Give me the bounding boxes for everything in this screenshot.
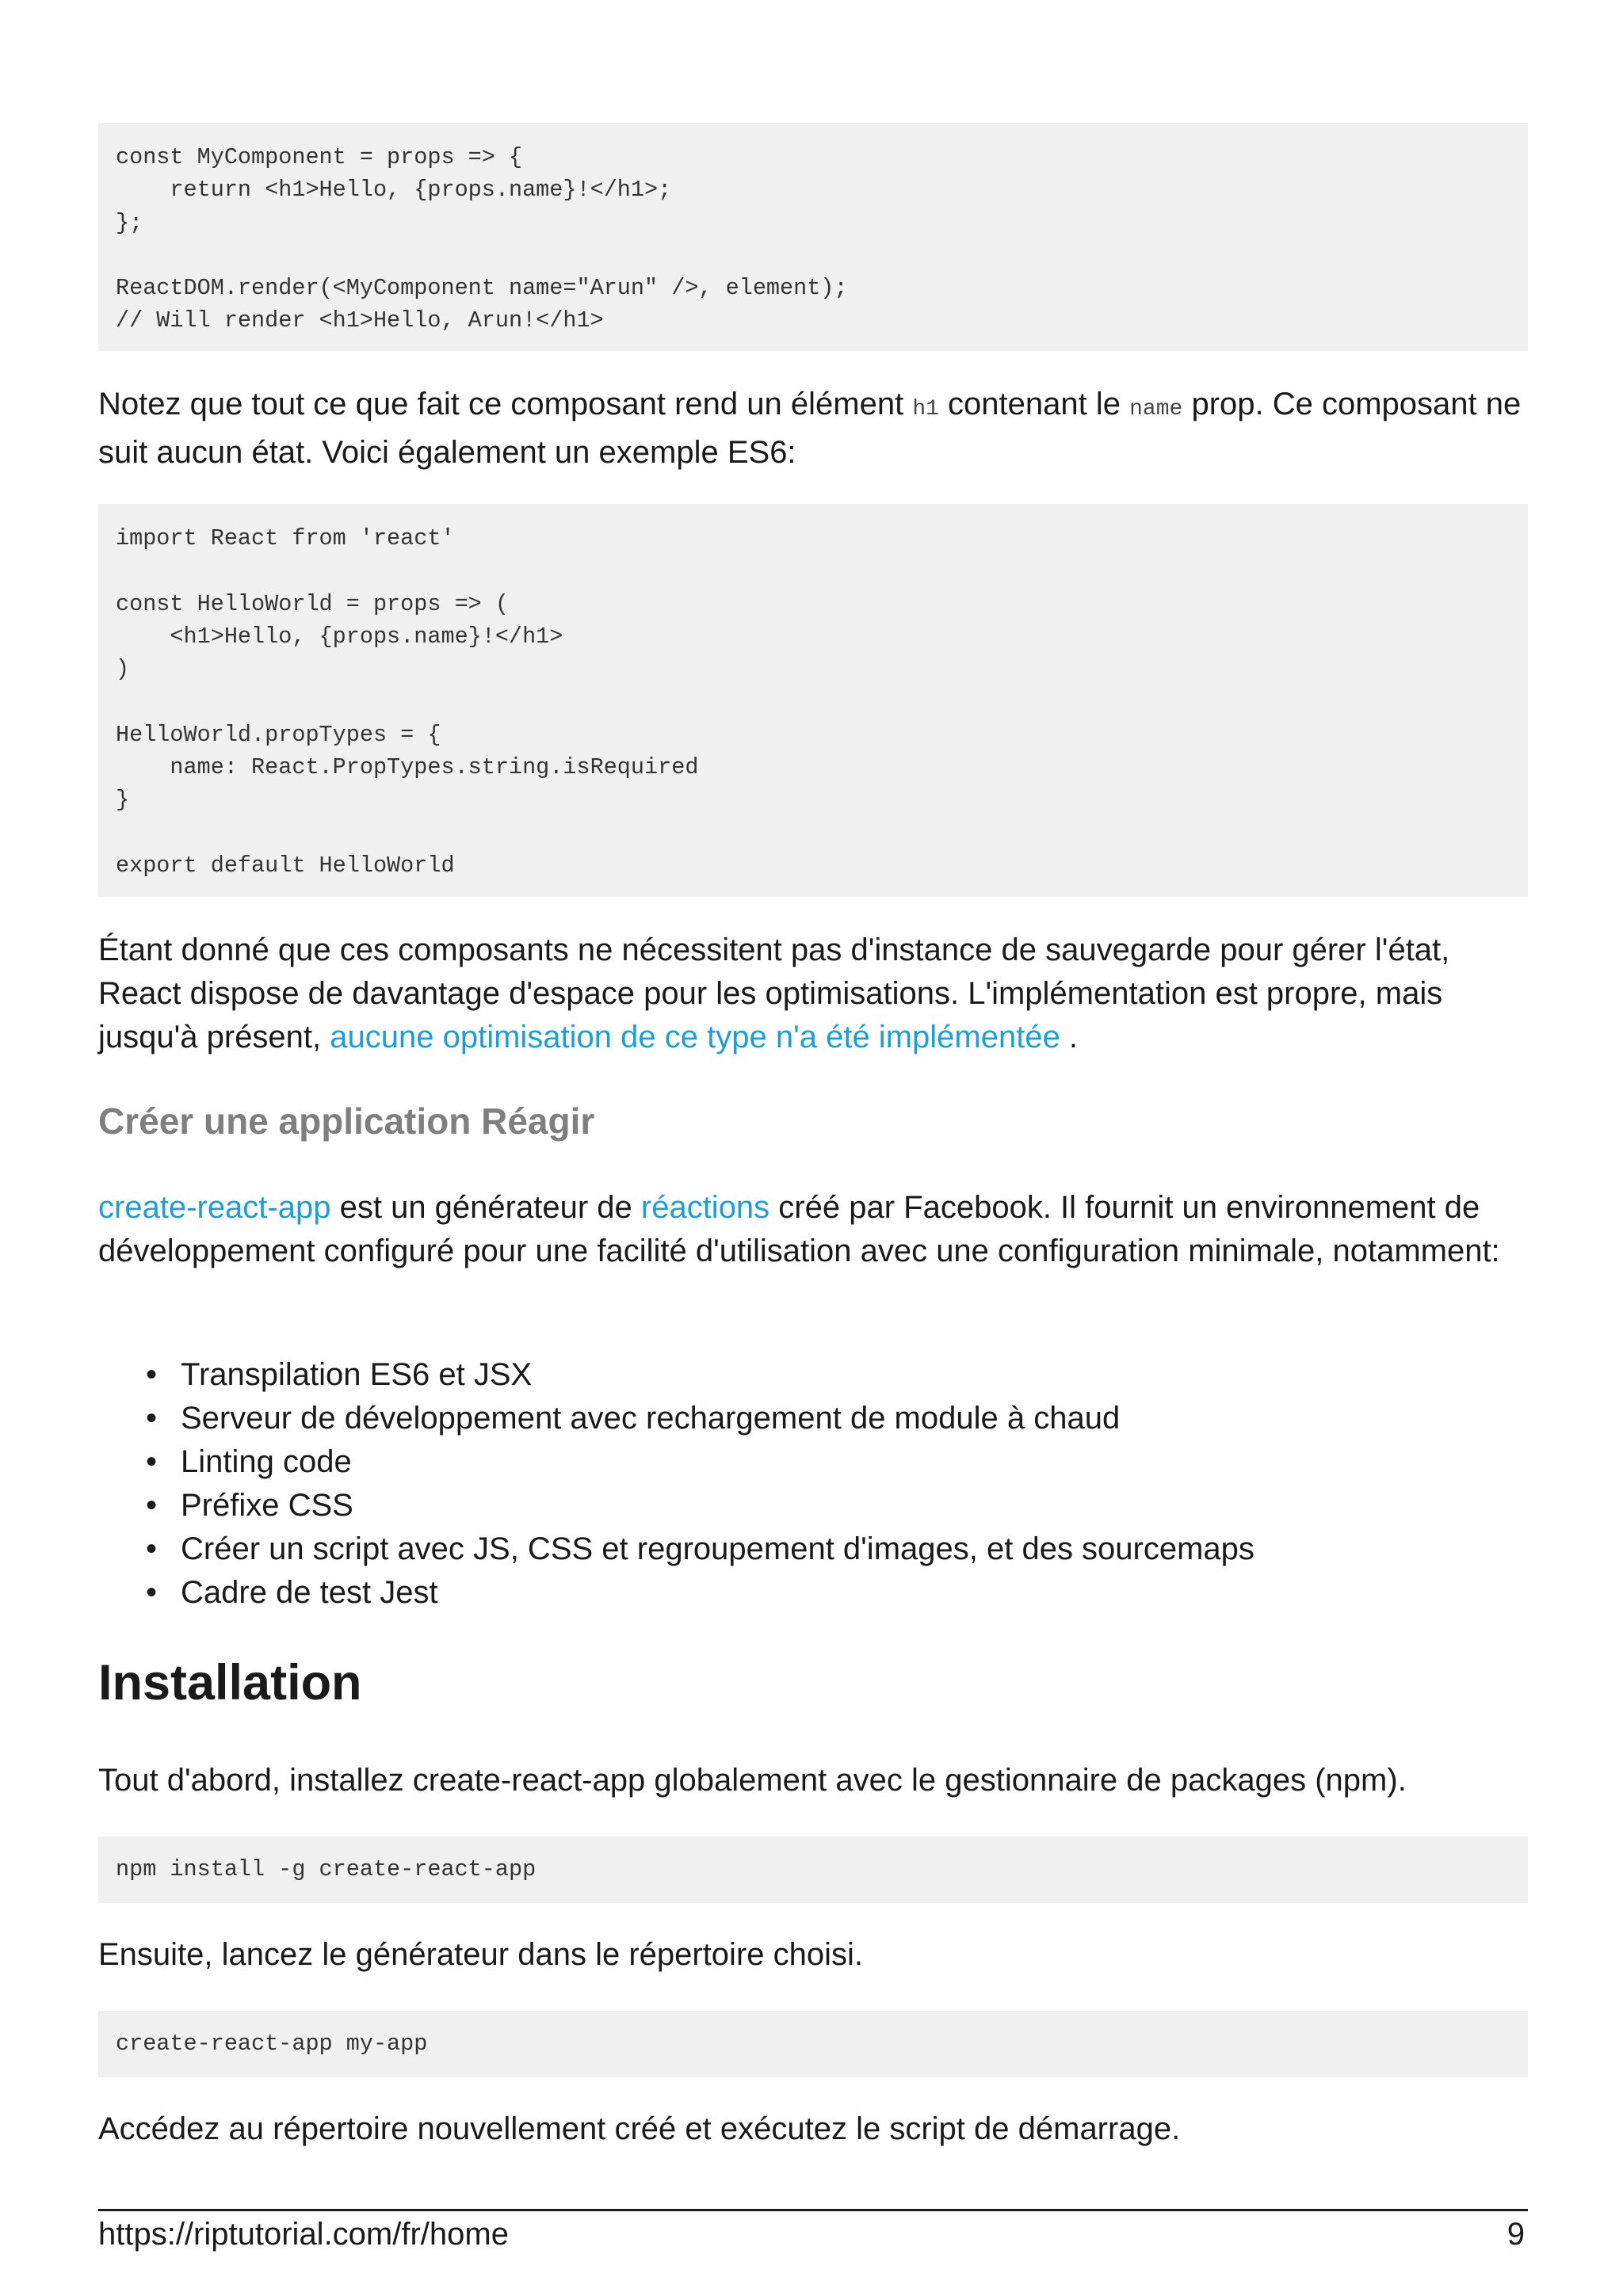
list-item: • Créer un script avec JS, CSS et regroupement d'images, et des sourcemaps	[98, 1527, 1254, 1571]
bullet-icon: •	[146, 1401, 158, 1436]
code-block-npm-install: npm install -g create-react-app	[98, 1836, 1528, 1903]
feature-list	[98, 1353, 1254, 1615]
paragraph-stateless-note	[98, 383, 1528, 475]
paragraph-text: Étant donné que ces composants ne nécessitent pas d'instance de sauvegarde pour gérer l'état, React dispose de davantage d'espace pour les optimisations. L'implémentation est propre, mais jusqu'à présent,	[98, 933, 1450, 1055]
paragraph-text: prop. Ce composant ne suit aucun état. Voici également un exemple ES6:	[98, 387, 1522, 470]
create-react-app-link[interactable]: create-react-app	[98, 1190, 331, 1225]
inline-code-name: name	[1129, 397, 1183, 421]
section-heading-create-react-app: Créer une application Réagir	[98, 1100, 595, 1142]
bullet-icon: •	[146, 1357, 158, 1392]
paragraph-install-global: Tout d'abord, installez create-react-app globalement avec le gestionnaire de packages (npm).	[98, 1763, 1407, 1798]
paragraph-optimisation	[98, 929, 1528, 1059]
paragraph-text: Notez que tout ce que fait ce composant rend un élément	[98, 387, 913, 421]
paragraph-text: contenant le	[938, 387, 1130, 421]
footer-divider	[98, 2209, 1528, 2211]
inline-code-h1: h1	[912, 397, 939, 421]
code-block-create-app: create-react-app my-app	[98, 2011, 1528, 2077]
footer-url: https://riptutorial.com/fr/home	[98, 2217, 509, 2252]
paragraph-text: est un générateur de	[330, 1190, 641, 1225]
paragraph-text: .	[1060, 1020, 1079, 1055]
paragraph-start-script: Accédez au répertoire nouvellement créé et exécutez le script de démarrage.	[98, 2111, 1181, 2146]
code-block-helloworld: import React from 'react' const HelloWorld = props => ( <h1>Hello, {props.name}!</h1> ) HelloWorld.propTypes = { name: React.PropTypes.string.isRequired } export default HelloWorld	[98, 504, 1528, 897]
paragraph-create-react-app	[98, 1186, 1528, 1273]
bullet-icon: •	[146, 1575, 158, 1610]
bullet-icon: •	[146, 1488, 158, 1523]
list-item: • Linting code	[98, 1440, 1254, 1484]
page-number: 9	[1507, 2217, 1525, 2252]
paragraph-text: créé par Facebook. Il fournit un environnement de développement configuré pour une facilité d'utilisation avec une configuration minimale, notamment:	[98, 1190, 1500, 1268]
paragraph-run-generator: Ensuite, lancez le générateur dans le répertoire choisi.	[98, 1937, 863, 1972]
bullet-icon: •	[146, 1444, 158, 1479]
section-heading-installation: Installation	[98, 1655, 362, 1711]
list-item: • Serveur de développement avec rechargement de module à chaud	[98, 1397, 1254, 1440]
list-item: • Préfixe CSS	[98, 1484, 1254, 1527]
list-item: • Transpilation ES6 et JSX	[98, 1353, 1254, 1397]
list-item: • Cadre de test Jest	[98, 1571, 1254, 1615]
code-block-mycomponent: const MyComponent = props => { return <h1>Hello, {props.name}!</h1>; }; ReactDOM.render(<MyComponent name="Arun" />, element); // Will render <h1>Hello, Arun!</h1>	[98, 123, 1528, 351]
bullet-icon: •	[146, 1531, 158, 1566]
reactions-link[interactable]: réactions	[640, 1190, 770, 1225]
optimisation-link[interactable]: aucune optimisation de ce type n'a été implémentée	[330, 1020, 1060, 1055]
